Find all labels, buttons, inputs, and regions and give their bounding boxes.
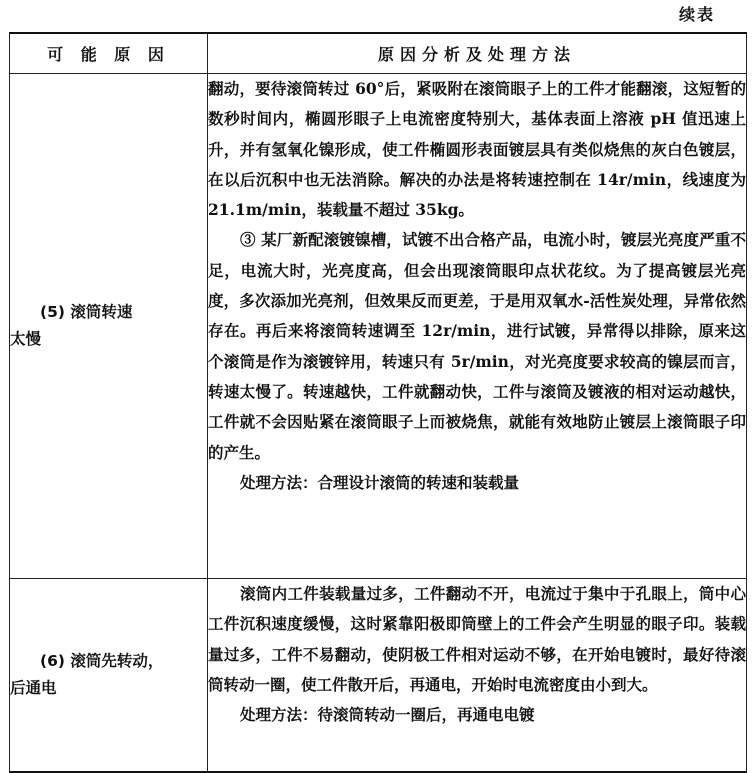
- analysis-cell: [208, 74, 747, 579]
- method-label: 处理方法：: [240, 473, 318, 492]
- analysis-paragraph: ③ 某厂新配滚镀镍槽，试镀不出合格产品，电流小时，镀层光亮度严重不足，电流大时，光亮度高，但会出现滚筒眼印点状花纹。为了提高镀层光亮度，多次添加光亮剂，但效果反而更差，于是用双氧水-活性炭处理，异常依然存在。再后来将滚筒转速调至 12r/min，进行试镀，异常得以排除，原来这个滚筒是作为滚镀锌用，转速只有 5r/min，对光亮度要求较高的镍层而言，转速太慢了。转速越快，工件就翻动快，工件与滚筒及镀液的相对运动越快，工件就不会因贴紧在滚筒眼子上而被烧焦，就能有效地防止镀层上滚筒眼子印的产生。: [208, 230, 746, 462]
- continued-table-label: 续表: [678, 5, 715, 24]
- table-row: [10, 74, 747, 579]
- analysis-paragraph: 滚筒内工件装载量过多，工件翻动不开，电流过于集中于孔眼上，筒中心工件沉积速度缓慢，这时紧靠阳极即筒壁上的工件会产生明显的眼子印。装载量过多，工件不易翻动，使阴极工件相对运动不够，在开始电镀时，最好待滚筒转动一圈，使工件散开后，再通电，开始时电流密度由小到大。: [208, 584, 746, 694]
- cause-cell: [10, 579, 208, 772]
- cause-cell: [10, 74, 208, 579]
- header-analysis: 原因分析及处理方法: [208, 33, 747, 74]
- method-text: 待滚筒转动一圈后，再通电电镀: [317, 705, 535, 725]
- analysis-cell: [208, 579, 747, 772]
- method-text: 合理设计滚筒的转速和装载量: [317, 472, 520, 492]
- treatment-method: [208, 700, 746, 730]
- table-header-row: [10, 33, 747, 74]
- treatment-method: [208, 468, 746, 498]
- cause-analysis-table: [9, 32, 747, 773]
- cause-text-line2: 后通电: [10, 678, 57, 697]
- cause-text-line2: 太慢: [10, 330, 42, 348]
- table-row: [10, 579, 747, 772]
- cause-text-line1: (6) 滚筒先转动，: [40, 651, 164, 670]
- analysis-paragraph: 翻动，要待滚筒转过 60°后，紧吸附在滚筒眼子上的工件才能翻滚，这短暂的数秒时间内，椭圆形眼子上电流密度特别大，基体表面上溶液 pH 值迅速上升，并有氢氧化镍形成，使工件椭圆形表面镀层具有类似烧焦的灰白色镀层，在以后沉积中也无法消除。解决的办法是将转速控制在 14r/min，线速度为 21.1m/min，装载量不超过 35kg。: [208, 79, 746, 220]
- cause-text-line1: (5) 滚筒转速: [40, 303, 133, 321]
- method-label: 处理方法：: [240, 706, 318, 725]
- header-cause: 可 能 原 因: [10, 33, 208, 74]
